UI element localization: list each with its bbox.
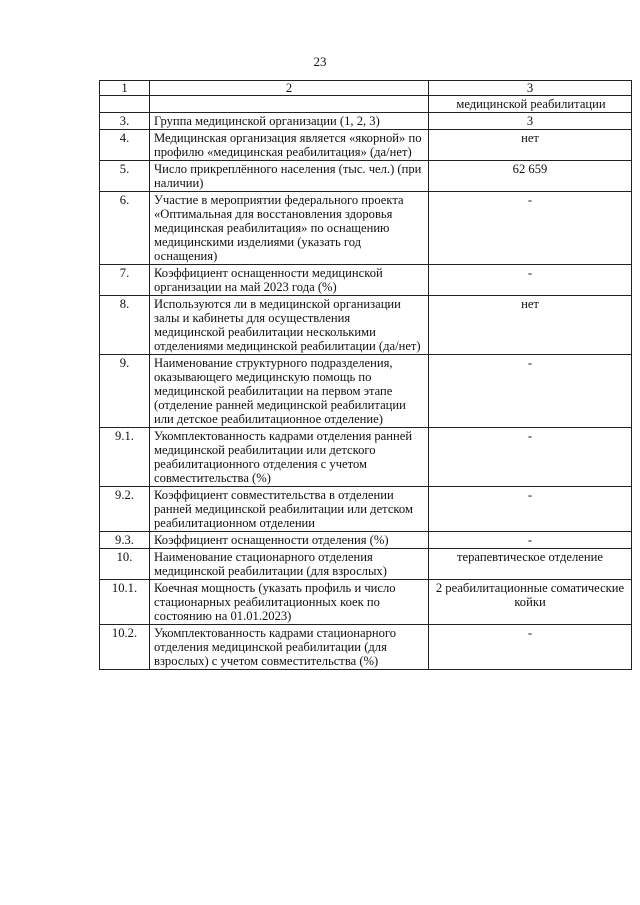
row-number: 9. <box>100 355 150 428</box>
row-number: 9.1. <box>100 428 150 487</box>
header-cell-col3: 3 <box>429 81 632 96</box>
row-number: 10. <box>100 549 150 580</box>
continuation-row <box>100 96 632 113</box>
row-number: 8. <box>100 296 150 355</box>
row-description: Наименование стационарного отделения медицинской реабилитации (для взрослых) <box>150 549 429 580</box>
row-value: - <box>429 487 632 532</box>
row-number: 4. <box>100 130 150 161</box>
row-number: 10.1. <box>100 580 150 625</box>
row-description: Коэффициент оснащенности отделения (%) <box>150 532 429 549</box>
row-description: Коэффициент совместительства в отделении ранней медицинской реабилитации или детском реабилитационном отделении <box>150 487 429 532</box>
row-value: 2 реабилитационные соматические койки <box>429 580 632 625</box>
row-number: 7. <box>100 265 150 296</box>
row-description: Коечная мощность (указать профиль и число стационарных реабилитационных коек по состоянию на 01.01.2023) <box>150 580 429 625</box>
document-table <box>99 80 632 670</box>
row-value: нет <box>429 130 632 161</box>
continuation-num <box>100 96 150 113</box>
row-description: Участие в мероприятии федерального проекта «Оптимальная для восстановления здоровья медицинская реабилитация» по оснащению медицинскими изделиями (указать год оснащения) <box>150 192 429 265</box>
continuation-value: медицинской реабилитации <box>429 96 632 113</box>
table-row-7 <box>100 265 632 296</box>
table-row-10-1 <box>100 580 632 625</box>
row-number: 3. <box>100 113 150 130</box>
table-row-8 <box>100 296 632 355</box>
row-value: - <box>429 532 632 549</box>
row-description: Используются ли в медицинской организации залы и кабинеты для осуществления медицинской реабилитации несколькими отделениями медицинской реабилитации (да/нет) <box>150 296 429 355</box>
table-row-9 <box>100 355 632 428</box>
row-value: - <box>429 192 632 265</box>
row-description: Медицинская организация является «якорной» по профилю «медицинская реабилитация» (да/нет) <box>150 130 429 161</box>
table-row-10 <box>100 549 632 580</box>
row-number: 9.2. <box>100 487 150 532</box>
row-description: Коэффициент оснащенности медицинской организации на май 2023 года (%) <box>150 265 429 296</box>
row-value: - <box>429 265 632 296</box>
table-row-9-1 <box>100 428 632 487</box>
page-number: 23 <box>313 54 327 69</box>
table-row-9-2 <box>100 487 632 532</box>
table-row-3 <box>100 113 632 130</box>
table-row-9-3 <box>100 532 632 549</box>
row-number: 6. <box>100 192 150 265</box>
table-row-5 <box>100 161 632 192</box>
row-value: 62 659 <box>429 161 632 192</box>
table-header-row <box>100 81 632 96</box>
row-value: нет <box>429 296 632 355</box>
row-number: 10.2. <box>100 625 150 670</box>
header-cell-col1: 1 <box>100 81 150 96</box>
continuation-desc <box>150 96 429 113</box>
row-description: Наименование структурного подразделения, оказывающего медицинскую помощь по медицинской реабилитации на первом этапе (отделение ранней медицинской реабилитации или детское реабилитационное отделение) <box>150 355 429 428</box>
row-description: Число прикреплённого населения (тыс. чел.) (при наличии) <box>150 161 429 192</box>
table-row-6 <box>100 192 632 265</box>
table-row-10-2 <box>100 625 632 670</box>
row-number: 9.3. <box>100 532 150 549</box>
row-value: терапевтическое отделение <box>429 549 632 580</box>
row-value: - <box>429 428 632 487</box>
header-cell-col2: 2 <box>150 81 429 96</box>
table-row-4 <box>100 130 632 161</box>
row-description: Укомплектованность кадрами отделения ранней медицинской реабилитации или детского реабилитационного отделения с учетом совместительства (%) <box>150 428 429 487</box>
row-description: Группа медицинской организации (1, 2, 3) <box>150 113 429 130</box>
row-number: 5. <box>100 161 150 192</box>
row-value: 3 <box>429 113 632 130</box>
row-description: Укомплектованность кадрами стационарного отделения медицинской реабилитации (для взрослых) с учетом совместительства (%) <box>150 625 429 670</box>
row-value: - <box>429 355 632 428</box>
row-value: - <box>429 625 632 670</box>
